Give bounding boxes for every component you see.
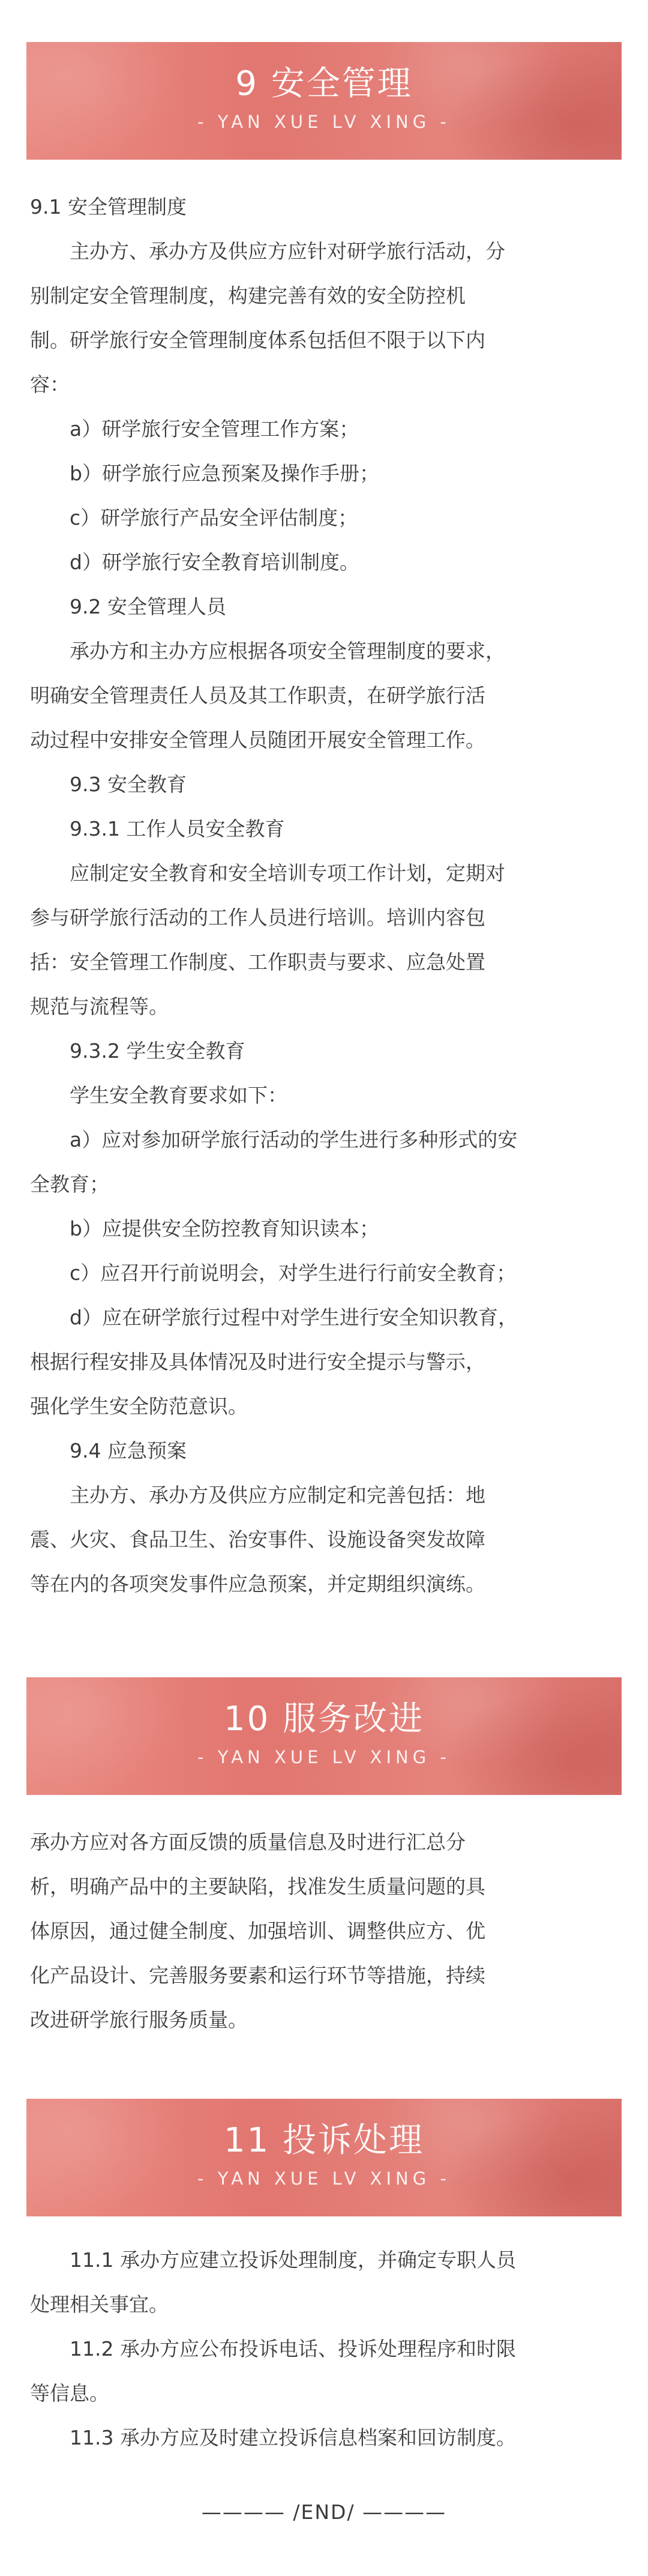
list-item: 强化学生安全防范意识。 <box>30 1395 248 1418</box>
section-11-title: 11 投诉处理 <box>223 2121 425 2160</box>
text-line: 别制定安全管理制度，构建完善有效的安全防控机 <box>30 284 466 307</box>
text-line: 等信息。 <box>30 2381 109 2405</box>
text-line: 9.1 安全管理制度 <box>30 195 187 219</box>
section-11-banner <box>26 2099 622 2216</box>
section-9-banner <box>26 42 622 160</box>
text-line: 动过程中安排安全管理人员随团开展安全管理工作。 <box>30 728 485 752</box>
section-9-title: 9 安全管理 <box>235 64 413 103</box>
text-line: 制。研学旅行安全管理制度体系包括但不限于以下内 <box>30 328 485 352</box>
section-10-subtitle: - YAN XUE LV XING - <box>197 1747 451 1767</box>
text-line: 承办方和主办方应根据各项安全管理制度的要求， <box>30 639 505 663</box>
list-item: 根据行程安排及具体情况及时进行安全提示与警示， <box>30 1350 485 1374</box>
text-line: 11.1 承办方应建立投诉处理制度，并确定专职人员 <box>30 2248 516 2272</box>
text-line: 改进研学旅行服务质量。 <box>30 2008 248 2032</box>
text-line: 11.2 承办方应公布投诉电话、投诉处理程序和时限 <box>30 2337 516 2360</box>
subheading: 9.4 应急预案 <box>30 1439 187 1462</box>
list-item: b）应提供安全防控教育知识读本； <box>30 1217 379 1240</box>
text-line: 析，明确产品中的主要缺陷，找准发生质量问题的具 <box>30 1875 485 1898</box>
list-item: a）研学旅行安全管理工作方案； <box>30 417 359 441</box>
list-item: b）研学旅行应急预案及操作手册； <box>30 462 379 485</box>
subheading: 9.2 安全管理人员 <box>30 595 226 618</box>
text-line: 承办方应对各方面反馈的质量信息及时进行汇总分 <box>30 1830 466 1854</box>
section-11-subtitle: - YAN XUE LV XING - <box>197 2168 451 2189</box>
text-line: 主办方、承办方及供应方应针对研学旅行活动，分 <box>30 240 505 263</box>
list-item: 全教育； <box>30 1172 109 1196</box>
end-mark: ———— /END/ ———— <box>201 2500 447 2524</box>
text-line: 应制定安全教育和安全培训专项工作计划，定期对 <box>30 861 505 885</box>
text-line: 等在内的各项突发事件应急预案，并定期组织演练。 <box>30 1572 485 1596</box>
text-line: 容： <box>30 373 70 396</box>
list-item: c）应召开行前说明会，对学生进行行前安全教育； <box>30 1261 517 1285</box>
text-line: 震、火灾、食品卫生、治安事件、设施设备突发故障 <box>30 1528 485 1551</box>
subheading: 9.3.2 学生安全教育 <box>30 1039 245 1063</box>
text-line: 规范与流程等。 <box>30 995 169 1018</box>
section-10-title: 10 服务改进 <box>223 1700 425 1739</box>
text-line: 体原因，通过健全制度、加强培训、调整供应方、优 <box>30 1919 485 1943</box>
text-line: 括：安全管理工作制度、工作职责与要求、应急处置 <box>30 950 485 974</box>
text-line: 学生安全教育要求如下： <box>30 1084 287 1107</box>
text-line: 处理相关事宜。 <box>30 2293 169 2316</box>
text-line: 明确安全管理责任人员及其工作职责，在研学旅行活 <box>30 684 485 707</box>
list-item: c）研学旅行产品安全评估制度； <box>30 506 358 529</box>
subheading: 9.3 安全教育 <box>30 773 187 796</box>
list-item: d）应在研学旅行过程中对学生进行安全知识教育， <box>30 1306 518 1329</box>
list-item: d）研学旅行安全教育培训制度。 <box>30 550 359 574</box>
text-line: 化产品设计、完善服务要素和运行环节等措施，持续 <box>30 1964 485 1987</box>
text-line: 主办方、承办方及供应方应制定和完善包括：地 <box>30 1483 485 1507</box>
section-10-banner <box>26 1677 622 1795</box>
text-line: 11.3 承办方应及时建立投诉信息档案和回访制度。 <box>30 2426 516 2449</box>
list-item: a）应对参加研学旅行活动的学生进行多种形式的安 <box>30 1128 518 1151</box>
text-line: 参与研学旅行活动的工作人员进行培训。培训内容包 <box>30 906 485 929</box>
section-9-subtitle: - YAN XUE LV XING - <box>197 112 451 132</box>
subheading: 9.3.1 工作人员安全教育 <box>30 817 285 840</box>
